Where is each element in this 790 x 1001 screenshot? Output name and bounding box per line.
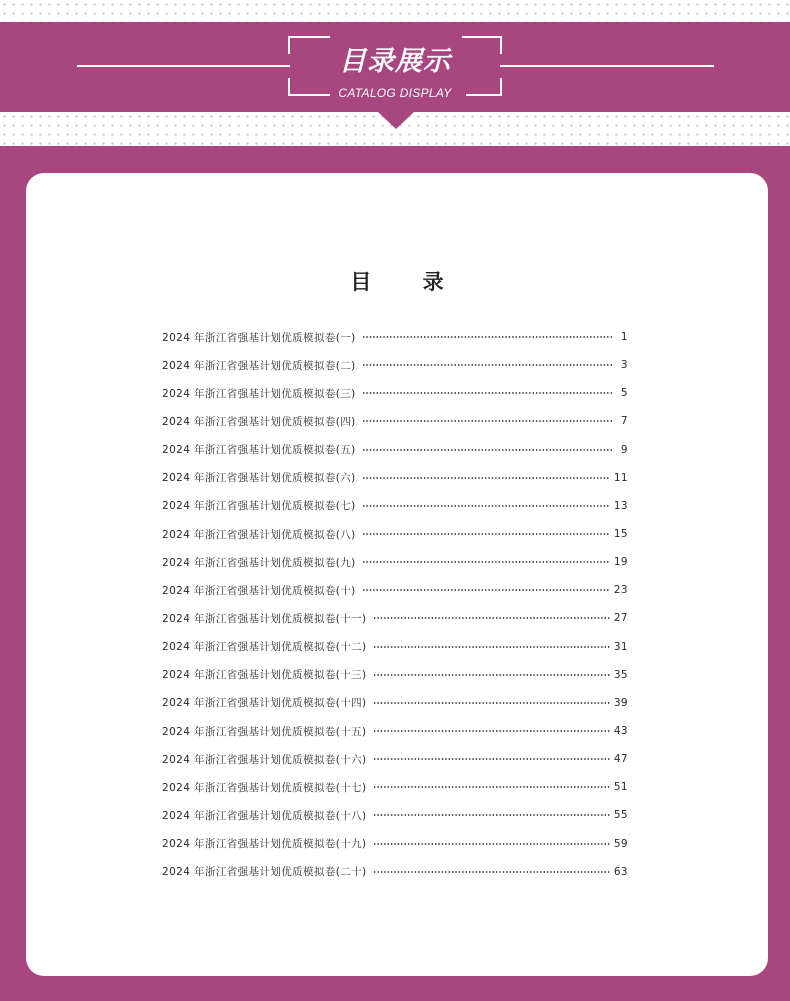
toc-entry-label: 2024 年浙江省强基计划优质模拟卷(十) [162, 584, 356, 597]
toc-entry-label: 2024 年浙江省强基计划优质模拟卷(十九) [162, 838, 367, 851]
toc-card [26, 173, 768, 976]
toc-entry-page-number: 7 [620, 415, 628, 428]
banner-rule-right [500, 65, 714, 67]
toc-entry[interactable] [162, 520, 628, 548]
toc-entry[interactable] [162, 858, 628, 886]
toc-entry-page-number: 27 [613, 612, 628, 625]
toc-dot-leader [362, 477, 610, 479]
toc-entry-page-number: 51 [613, 781, 628, 794]
toc-entry-page-number: 47 [613, 753, 628, 766]
toc-entry[interactable] [162, 436, 628, 464]
toc-entry[interactable] [162, 801, 628, 829]
toc-entry[interactable] [162, 576, 628, 604]
toc-entry-label: 2024 年浙江省强基计划优质模拟卷(十四) [162, 697, 367, 710]
toc-entry-label: 2024 年浙江省强基计划优质模拟卷(七) [162, 500, 356, 513]
toc-entry-page-number: 13 [613, 499, 628, 512]
toc-dot-leader [362, 589, 610, 591]
toc-entry-page-number: 19 [613, 556, 628, 569]
toc-dot-leader [373, 871, 610, 873]
toc-dot-leader [373, 702, 610, 704]
toc-entry-label: 2024 年浙江省强基计划优质模拟卷(六) [162, 472, 356, 485]
toc-dot-leader [362, 449, 614, 451]
toc-entry-label: 2024 年浙江省强基计划优质模拟卷(三) [162, 387, 356, 400]
toc-entry[interactable] [162, 464, 628, 492]
toc-entry-page-number: 11 [613, 471, 628, 484]
toc-dot-leader [373, 786, 610, 788]
toc-entry-page-number: 43 [613, 725, 628, 738]
toc-entry[interactable] [162, 548, 628, 576]
banner-pointer-triangle [377, 111, 415, 129]
toc-entry-label: 2024 年浙江省强基计划优质模拟卷(八) [162, 528, 356, 541]
toc-entry[interactable] [162, 379, 628, 407]
toc-dot-leader [362, 561, 610, 563]
toc-entry-label: 2024 年浙江省强基计划优质模拟卷(二) [162, 359, 356, 372]
toc-entry-label: 2024 年浙江省强基计划优质模拟卷(一) [162, 331, 356, 344]
toc-entry-page-number: 1 [620, 331, 628, 344]
toc-dot-leader [373, 646, 610, 648]
toc-entry[interactable] [162, 773, 628, 801]
toc-entry-page-number: 23 [613, 584, 628, 597]
toc-dot-leader [362, 392, 614, 394]
toc-entry[interactable] [162, 830, 628, 858]
banner-subtitle: CATALOG DISPLAY [338, 86, 452, 100]
toc-entry[interactable] [162, 689, 628, 717]
toc-entry[interactable] [162, 717, 628, 745]
toc-entry-label: 2024 年浙江省强基计划优质模拟卷(十一) [162, 612, 367, 625]
toc-entry-page-number: 59 [613, 837, 628, 850]
toc-dot-leader [362, 364, 614, 366]
toc-entry-page-number: 63 [613, 865, 628, 878]
banner-rule-left [77, 65, 290, 67]
toc-entry-page-number: 15 [613, 528, 628, 541]
dotted-pattern-top [0, 0, 790, 22]
toc-entry-page-number: 31 [613, 640, 628, 653]
toc-dot-leader [362, 420, 614, 422]
banner-title: 目录展示 [339, 46, 451, 77]
toc-entry-page-number: 3 [620, 359, 628, 372]
toc-dot-leader [373, 674, 610, 676]
toc-dot-leader [373, 814, 610, 816]
toc-title: 目 录 [350, 269, 466, 294]
toc-list [162, 323, 628, 886]
toc-entry-label: 2024 年浙江省强基计划优质模拟卷(五) [162, 444, 356, 457]
toc-entry[interactable] [162, 351, 628, 379]
toc-entry-label: 2024 年浙江省强基计划优质模拟卷(四) [162, 415, 356, 428]
toc-entry-label: 2024 年浙江省强基计划优质模拟卷(十二) [162, 641, 367, 654]
toc-entry[interactable] [162, 492, 628, 520]
toc-entry[interactable] [162, 633, 628, 661]
toc-entry[interactable] [162, 604, 628, 632]
toc-dot-leader [362, 533, 610, 535]
toc-dot-leader [373, 730, 610, 732]
toc-entry[interactable] [162, 745, 628, 773]
toc-entry-label: 2024 年浙江省强基计划优质模拟卷(十五) [162, 725, 367, 738]
toc-dot-leader [362, 336, 614, 338]
toc-entry[interactable] [162, 407, 628, 435]
toc-entry[interactable] [162, 661, 628, 689]
toc-entry-label: 2024 年浙江省强基计划优质模拟卷(十六) [162, 753, 367, 766]
toc-dot-leader [373, 843, 610, 845]
toc-entry-label: 2024 年浙江省强基计划优质模拟卷(十三) [162, 669, 367, 682]
toc-entry-label: 2024 年浙江省强基计划优质模拟卷(十七) [162, 781, 367, 794]
toc-entry-label: 2024 年浙江省强基计划优质模拟卷(二十) [162, 866, 367, 879]
toc-entry-page-number: 55 [613, 809, 628, 822]
toc-entry-page-number: 39 [613, 696, 628, 709]
toc-dot-leader [373, 758, 610, 760]
toc-dot-leader [373, 617, 610, 619]
toc-entry[interactable] [162, 323, 628, 351]
toc-entry-label: 2024 年浙江省强基计划优质模拟卷(十八) [162, 809, 367, 822]
toc-entry-page-number: 5 [620, 387, 628, 400]
toc-entry-page-number: 9 [620, 443, 628, 456]
toc-dot-leader [362, 505, 610, 507]
toc-entry-page-number: 35 [613, 668, 628, 681]
toc-entry-label: 2024 年浙江省强基计划优质模拟卷(九) [162, 556, 356, 569]
